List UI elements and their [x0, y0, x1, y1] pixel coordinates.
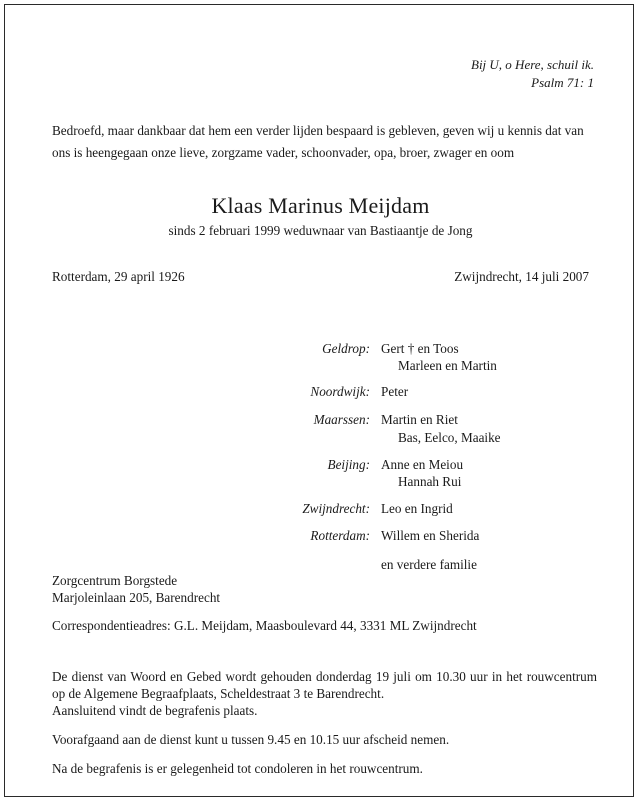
family-names-noordwijk: Peter: [381, 384, 409, 399]
family-names-rotterdam: Willem en Sherida: [381, 528, 480, 543]
family-names-maarssen: Martin en Riet: [381, 412, 458, 427]
address-line-1: Zorgcentrum Borgstede: [52, 573, 178, 588]
service-paragraph: De dienst van Woord en Gebed wordt gehouden donderdag 19 juli om 10.30 uur in het rouwcentrum op de Algemene Begraafplaats, Scheldestraat 3 te Barendrecht.: [52, 669, 597, 701]
birth-place-date: Rotterdam, 29 april 1926: [52, 269, 185, 284]
family-place-geldrop: Geldrop:: [322, 341, 370, 356]
family-place-zwijndrecht: Zwijndrecht:: [302, 501, 370, 516]
family-names-zwijndrecht: Leo en Ingrid: [381, 501, 453, 516]
address-line-2: Marjoleinlaan 205, Barendrecht: [52, 590, 221, 605]
family-place-maarssen: Maarssen:: [313, 412, 370, 427]
death-place-date: Zwijndrecht, 14 juli 2007: [454, 269, 589, 284]
burial-follows-line: Aansluitend vindt de begrafenis plaats.: [52, 703, 258, 718]
correspondence-address: Correspondentieadres: G.L. Meijdam, Maasboulevard 44, 3331 ML Zwijndrecht: [52, 618, 477, 633]
widower-line: sinds 2 februari 1999 weduwnaar van Bastiaantje de Jong: [168, 223, 473, 238]
deceased-name: Klaas Marinus Meijdam: [211, 193, 430, 218]
condolence-paragraph: Na de begrafenis is er gelegenheid tot condoleren in het rouwcentrum.: [52, 761, 423, 776]
verse-line-1: Bij U, o Here, schuil ik.: [471, 57, 594, 72]
intro-text: Bedroefd, maar dankbaar dat hem een verder lijden bespaard is gebleven, geven wij u kennis dat van ons is heengegaan onze lieve, zorgzame vader, schoonvader, opa, broer, zwager en oom: [52, 123, 584, 160]
family-place-noordwijk: Noordwijk:: [310, 384, 370, 399]
family-grandchildren-maarssen: Bas, Eelco, Maaike: [398, 430, 501, 445]
family-names-geldrop: Gert † en Toos: [381, 341, 459, 356]
further-family: en verdere familie: [381, 557, 477, 572]
family-names-beijing: Anne en Meiou: [381, 457, 464, 472]
family-place-rotterdam: Rotterdam:: [310, 528, 370, 543]
family-grandchildren-geldrop: Marleen en Martin: [398, 358, 497, 373]
verse-reference: Psalm 71: 1: [531, 75, 594, 90]
family-place-beijing: Beijing:: [327, 457, 370, 472]
farewell-paragraph: Voorafgaand aan de dienst kunt u tussen 9.45 en 10.15 uur afscheid nemen.: [52, 732, 450, 747]
family-grandchildren-beijing: Hannah Rui: [398, 474, 462, 489]
